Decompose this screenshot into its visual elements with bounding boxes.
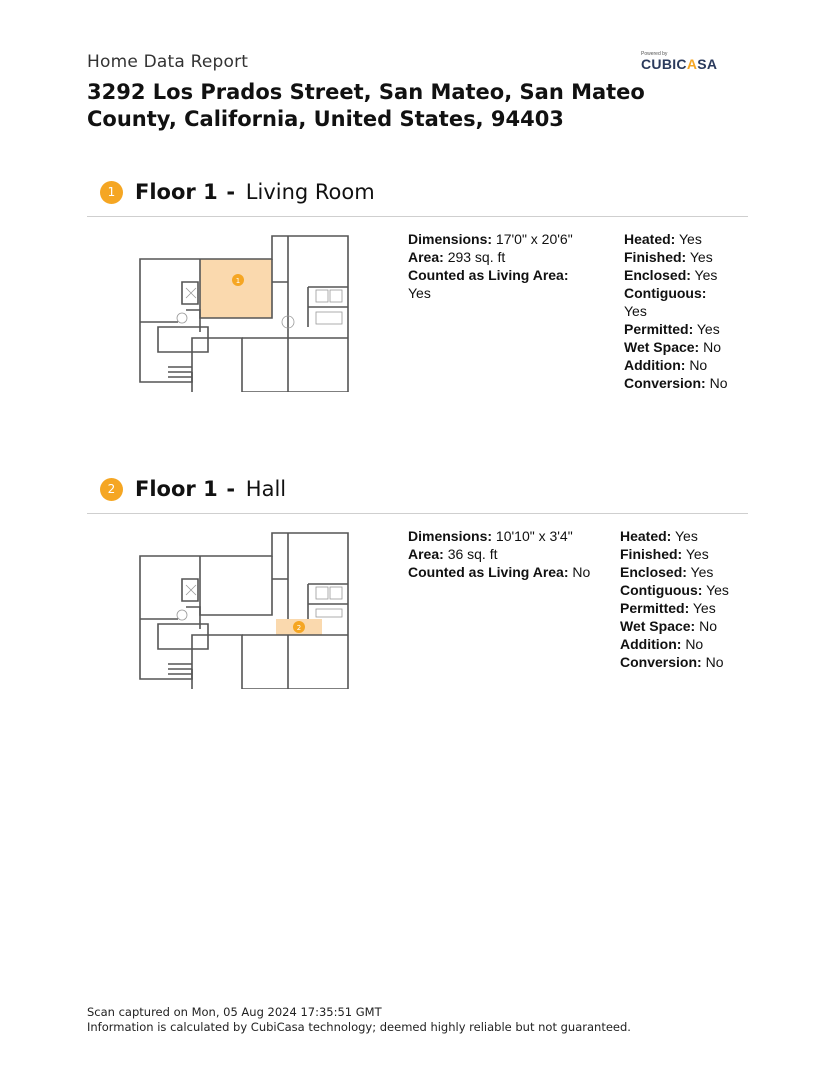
detail-row [620, 617, 729, 635]
detail-value: Yes [690, 564, 714, 580]
detail-value: Yes [692, 600, 716, 616]
detail-row [408, 248, 573, 266]
plan-walls [140, 533, 348, 689]
room-floor: Floor 1 [135, 180, 218, 204]
detail-key: Wet Space: [624, 339, 700, 355]
detail-row [408, 563, 590, 581]
logo-part-a: CUBIC [641, 56, 687, 72]
detail-row [408, 230, 573, 248]
detail-value: No [572, 564, 591, 580]
scan-timestamp: Scan captured on Mon, 05 Aug 2024 17:35:51 GMT [87, 1005, 382, 1019]
logo-part-b: A [686, 56, 698, 72]
room-details-left [408, 527, 590, 581]
detail-value: No [689, 357, 708, 373]
detail-key: Dimensions: [408, 528, 493, 544]
detail-value: Yes [679, 231, 702, 247]
detail-value: Yes [408, 285, 431, 301]
detail-row [624, 230, 727, 248]
room-header [100, 179, 375, 205]
detail-row [620, 653, 729, 671]
room-name: Hall [245, 477, 287, 501]
detail-key: Conversion: [624, 375, 706, 391]
disclaimer: Information is calculated by CubiCasa technology; deemed highly reliable but not guaranteed. [87, 1020, 631, 1034]
number-badge-icon: 2 [100, 478, 123, 501]
detail-row [620, 581, 729, 599]
room-header [100, 476, 286, 502]
room-floor: Floor 1 [135, 477, 218, 501]
detail-key: Finished: [620, 546, 683, 562]
detail-value: 10'10" x 3'4" [495, 528, 573, 544]
highlighted-room [200, 259, 272, 318]
detail-key: Addition: [620, 636, 682, 652]
detail-row [624, 266, 727, 284]
floor-plan-icon [138, 529, 350, 689]
logo-powered-by: Powered by [641, 51, 668, 57]
detail-value: 293 sq. ft [447, 249, 506, 265]
detail-row [624, 248, 727, 266]
detail-row [620, 527, 729, 545]
detail-key: Enclosed: [620, 564, 687, 580]
detail-value: Yes [694, 267, 718, 283]
room-details-right [624, 230, 727, 392]
detail-key: Area: [408, 249, 444, 265]
detail-value: No [709, 375, 728, 391]
detail-row [620, 545, 729, 563]
detail-key: Contiguous: [620, 582, 703, 598]
detail-key: Dimensions: [408, 231, 493, 247]
floor-plan-icon [138, 232, 350, 392]
room-title-separator: - [226, 477, 236, 501]
detail-key: Counted as Living Area: [408, 564, 569, 580]
cubicasa-logo [641, 51, 741, 71]
detail-key: Heated: [624, 231, 676, 247]
detail-value: No [703, 339, 722, 355]
detail-key: Addition: [624, 357, 686, 373]
property-address: 3292 Los Prados Street, San Mateo, San Mateo County, California, United States, 94403 [87, 80, 645, 131]
room-title [135, 477, 286, 501]
detail-key: Area: [408, 546, 444, 562]
detail-row [624, 302, 727, 320]
detail-row [624, 284, 727, 302]
detail-key: Contiguous: [624, 285, 707, 301]
detail-row [620, 563, 729, 581]
detail-key: Enclosed: [624, 267, 691, 283]
detail-row [624, 374, 727, 392]
detail-key: Finished: [624, 249, 687, 265]
detail-key: Permitted: [620, 600, 690, 616]
detail-value: Yes [689, 249, 713, 265]
detail-value: Yes [685, 546, 709, 562]
detail-row [624, 356, 727, 374]
detail-value: Yes [624, 303, 647, 319]
detail-row [624, 338, 727, 356]
detail-row [408, 545, 590, 563]
detail-value: Yes [696, 321, 720, 337]
detail-row [408, 527, 590, 545]
detail-key: Heated: [620, 528, 672, 544]
detail-value: Yes [675, 528, 698, 544]
logo-wordmark [641, 57, 741, 71]
detail-value: Yes [706, 582, 729, 598]
detail-row [620, 599, 729, 617]
plan-room-marker-label: 2 [296, 624, 302, 632]
detail-row [408, 284, 573, 302]
number-badge-icon: 1 [100, 181, 123, 204]
room-details-left [408, 230, 573, 302]
detail-row [408, 266, 573, 284]
room-details-right [620, 527, 729, 671]
report-label: Home Data Report [87, 52, 249, 72]
room-title-separator: - [226, 180, 236, 204]
detail-key: Conversion: [620, 654, 702, 670]
detail-value: No [705, 654, 724, 670]
detail-value: No [699, 618, 718, 634]
detail-key: Permitted: [624, 321, 694, 337]
detail-row [620, 635, 729, 653]
room-name: Living Room [245, 180, 375, 204]
detail-value: 36 sq. ft [447, 546, 498, 562]
plan-room-marker-label: 1 [235, 277, 241, 285]
room-title [135, 180, 375, 204]
detail-value: 17'0" x 20'6" [495, 231, 573, 247]
section-divider [87, 513, 748, 514]
section-divider [87, 216, 748, 217]
detail-key: Counted as Living Area: [408, 267, 569, 283]
detail-value: No [685, 636, 704, 652]
report-footer [87, 1005, 631, 1035]
detail-row [624, 320, 727, 338]
detail-key: Wet Space: [620, 618, 696, 634]
logo-part-c: SA [697, 56, 718, 72]
